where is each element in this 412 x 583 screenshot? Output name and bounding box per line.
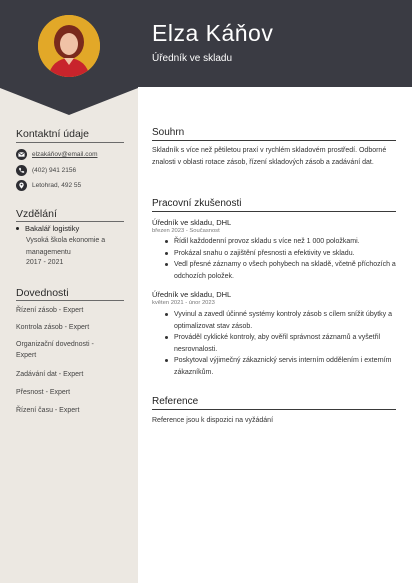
job-bullet: Vedl přesné záznamy o všech pohybech na skladě, včetně příchozích a odchozích položek. [165, 259, 397, 282]
job-heading: Úředník ve skladu, DHL [152, 218, 232, 227]
job-bullet: Poskytoval výjimečný zákaznický servis interním oddělením i externím zákazníkům. [165, 355, 397, 378]
skill-item: Zadávání dat - Expert [16, 371, 84, 378]
job-heading: Úředník ve skladu, DHL [152, 290, 232, 299]
job-bullet: Vyvinul a zavedl účinné systémy kontroly zásob s cílem snížit úbytky a optimalizovat stav zásob. [165, 309, 397, 332]
education-school: Vysoká škola ekonomie a managementu [26, 237, 106, 256]
education-dates: 2017 - 2021 [26, 259, 64, 266]
candidate-job-title: Úředník ve skladu [152, 53, 233, 64]
job-bullet: Prováděl cyklické kontroly, aby ověřil správnost záznamů a vyšetřil nesrovnalosti. [165, 332, 397, 355]
job-bullet-list [165, 309, 397, 378]
skills-section-title: Dovednosti [16, 287, 69, 299]
skill-item: Řízení zásob - Expert [16, 307, 84, 314]
education-degree-row [16, 224, 132, 233]
job-bullet: Řídil každodenní provoz skladu s více než 1 000 položkami. [165, 236, 397, 248]
contact-section-title: Kontaktní údaje [16, 128, 89, 140]
experience-section-title: Pracovní zkušenosti [152, 198, 242, 209]
job-dates: květen 2021 - únor 2023 [152, 300, 215, 306]
reference-section-title: Reference [152, 396, 199, 407]
location-pin-icon [16, 180, 27, 191]
skill-item: Přesnost - Expert [16, 389, 71, 396]
phone-icon [16, 165, 27, 176]
summary-divider [152, 140, 396, 141]
skill-item: Kontrola zásob - Expert [16, 324, 90, 331]
reference-divider [152, 409, 396, 410]
job-bullet-list [165, 236, 397, 282]
contact-email-row [16, 149, 98, 160]
envelope-icon [16, 149, 27, 160]
contact-address: Letohrad, 492 55 [32, 182, 82, 189]
bullet-dot [16, 227, 19, 230]
contact-phone: (402) 941 2156 [32, 167, 77, 174]
summary-text: Skladník s více než pětiletou praxí v rychlém skladovém prostředí. Odborné znalosti v oblasti rotace zásob, řízení skladových zásob a zadávání dat. [152, 147, 387, 166]
contact-phone-row [16, 165, 76, 176]
skill-item: Řízení času - Expert [16, 407, 80, 414]
contact-divider [16, 142, 124, 143]
candidate-name: Elza Káňov [152, 20, 274, 46]
contact-email[interactable]: elzakáňov@email.com [32, 151, 98, 158]
education-divider [16, 221, 124, 222]
job-bullet: Prokázal snahu o zajištění přesnosti a efektivity ve skladu. [165, 248, 397, 260]
skill-item: Organizační dovednosti - Expert [16, 341, 94, 359]
contact-address-row [16, 180, 81, 191]
education-degree: Bakalář logistiky [25, 224, 80, 233]
reference-text: Reference jsou k dispozici na vyžádání [152, 417, 274, 424]
job-dates: březen 2023 - Současnost [152, 228, 220, 234]
education-entry [16, 224, 132, 266]
header-chevron [0, 86, 138, 116]
skills-divider [16, 300, 124, 301]
summary-section-title: Souhrn [152, 127, 185, 138]
experience-divider [152, 211, 396, 212]
education-section-title: Vzdělání [16, 208, 57, 220]
profile-photo [38, 15, 100, 77]
